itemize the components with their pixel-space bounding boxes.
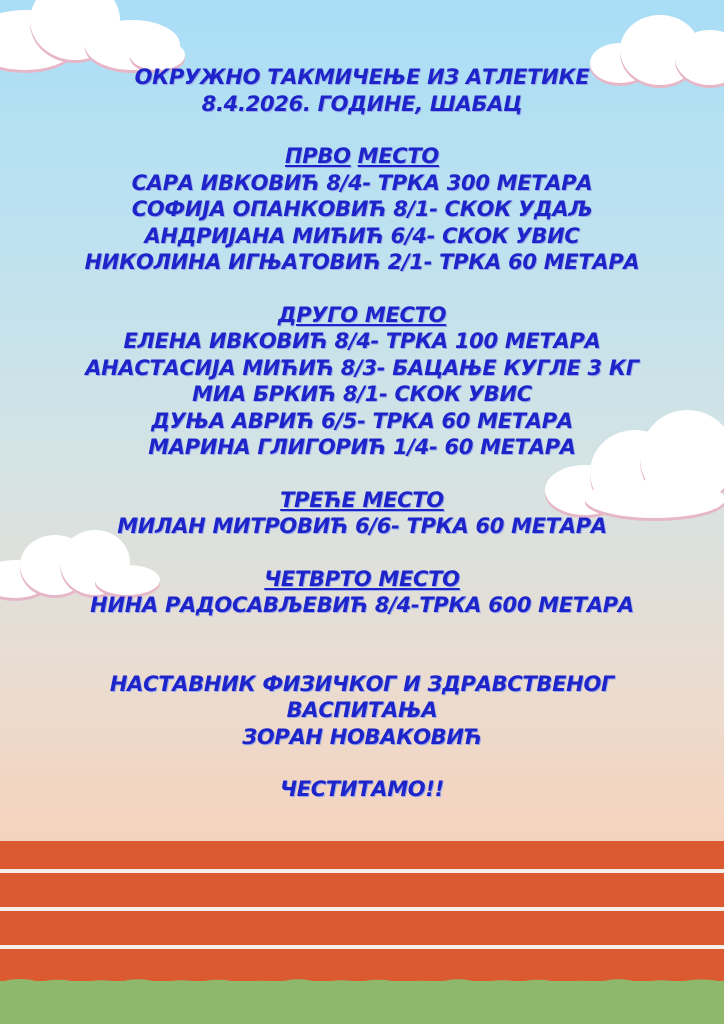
second-place-winner: ЕЛЕНА ИВКОВИЋ 8/4- ТРКА 100 МЕТАРА [123,329,601,353]
track-lane-line [0,945,724,949]
third-place-heading: ТРЕЋЕ МЕСТО [280,487,444,512]
first-place-winner: САРА ИВКОВИЋ 8/4- ТРКА 300 МЕТАРА [131,170,593,195]
track-lane-line [0,907,724,911]
second-place-heading: ДРУГО МЕСТО [277,302,447,327]
congratulations: ЧЕСТИТАМО!! [280,777,444,801]
first-place-heading-word1: ПРВО [285,144,351,168]
second-place-winner: МИА БРКИЋ 8/1- СКОК УВИС [192,382,532,406]
teacher-title-line-1: НАСТАВНИК ФИЗИЧКОГ И ЗДРАВСТВЕНОГ [109,671,615,696]
first-place-winner: СОФИЈА ОПАНКОВИЋ 8/1- СКОК УДАЉ [131,197,593,221]
track-lane-line [0,869,724,873]
running-track [0,841,724,991]
fourth-place-winner: НИНА РАДОСАВЉЕВИЋ 8/4-ТРКА 600 МЕТАРА [90,593,634,617]
first-place-winner: АНДРИЈАНА МИЋИЋ 6/4- СКОК УВИС [144,223,580,248]
first-place-winner: НИКОЛИНА ИГЊАТОВИЋ 2/1- ТРКА 60 МЕТАРА [84,250,640,274]
title-line-1: ОКРУЖНО ТАКМИЧЕЊЕ ИЗ АТЛЕТИКЕ [134,65,590,89]
teacher-name: ЗОРАН НОВАКОВИЋ [242,724,482,749]
second-place-winner: МАРИНА ГЛИГОРИЋ 1/4- 60 МЕТАРА [148,435,576,459]
second-place-winner: ДУЊА АВРИЋ 6/5- ТРКА 60 МЕТАРА [151,408,573,433]
title-line-2: 8.4.2026. ГОДИНЕ, ШАБАЦ [201,91,523,116]
first-place-heading [0,143,724,170]
second-place-winner: АНАСТАСИЈА МИЋИЋ 8/3- БАЦАЊЕ КУГЛЕ 3 КГ [85,355,639,380]
fourth-place-heading: ЧЕТВРТО МЕСТО [264,566,460,591]
first-place-heading-word2: МЕСТО [357,144,439,168]
poster-text [0,64,724,803]
teacher-title-line-2: ВАСПИТАЊА [286,698,438,722]
third-place-winner: МИЛАН МИТРОВИЋ 6/6- ТРКА 60 МЕТАРА [117,514,607,538]
grass [0,981,724,1024]
